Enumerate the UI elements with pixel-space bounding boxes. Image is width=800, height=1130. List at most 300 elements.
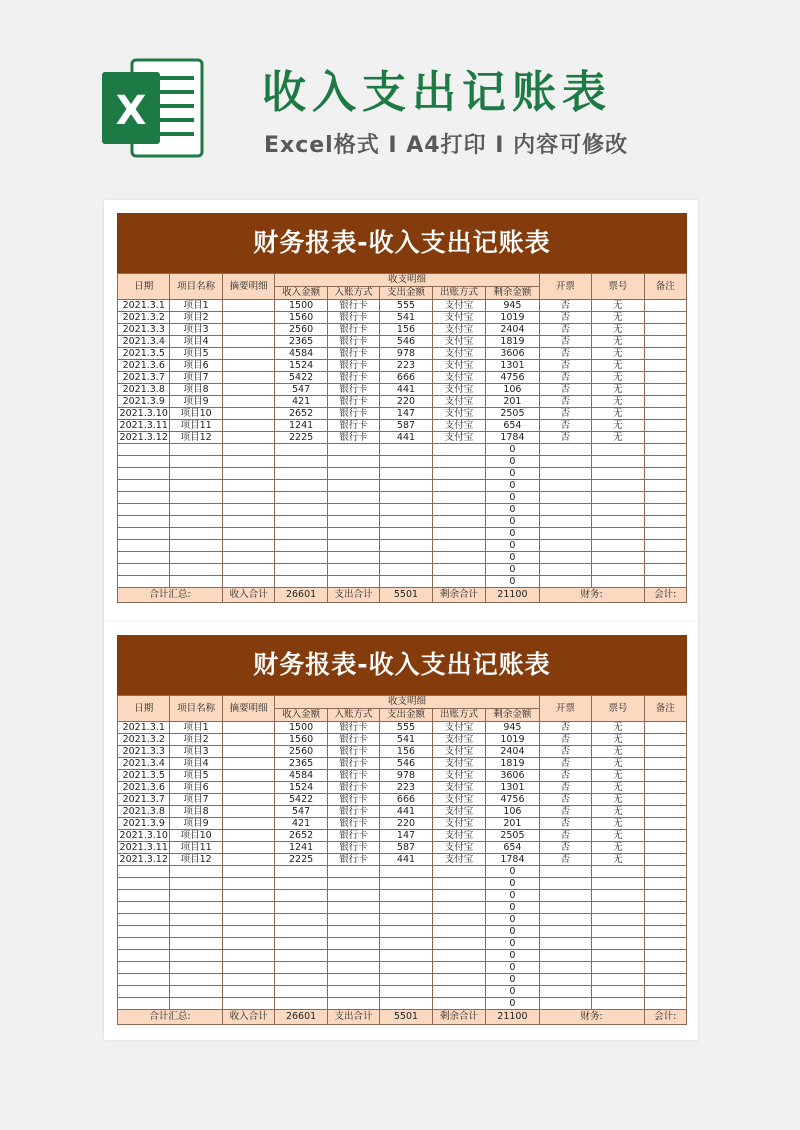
cell-ticket-no: [592, 540, 644, 552]
cell-ticket-no: 无: [592, 408, 644, 420]
cell-item-name: 项目1: [170, 300, 222, 312]
cell-invoice: 否: [539, 300, 591, 312]
cell-item-name: 项目11: [170, 420, 222, 432]
cell-balance: 2404: [486, 324, 539, 336]
cell-item-name: [170, 878, 222, 890]
cell-invoice: [539, 938, 591, 950]
cell-item-name: [170, 950, 222, 962]
cell-date: [118, 456, 170, 468]
table-row: [118, 300, 687, 312]
cell-income: 2365: [275, 758, 327, 770]
page-title: 收入支出记账表: [262, 67, 612, 118]
cell-remark: [644, 818, 686, 830]
cell-balance: 1819: [486, 758, 539, 770]
cell-balance: 0: [486, 444, 539, 456]
cell-summary: [222, 456, 274, 468]
cell-date: 2021.3.9: [118, 396, 170, 408]
cell-balance: 3606: [486, 348, 539, 360]
col-header-group: 收支明细: [275, 274, 539, 287]
table-row: [118, 734, 687, 746]
cell-date: [118, 564, 170, 576]
cell-summary: [222, 336, 274, 348]
cell-expense: [380, 444, 432, 456]
cell-balance: 1784: [486, 854, 539, 866]
cell-item-name: [170, 576, 222, 588]
cell-summary: [222, 794, 274, 806]
cell-expense-method: [432, 962, 485, 974]
cell-date: 2021.3.2: [118, 734, 170, 746]
cell-ticket-no: [592, 480, 644, 492]
cell-date: [118, 974, 170, 986]
expense-total-label: 支出合计: [327, 588, 379, 603]
cell-expense-method: 支付宝: [432, 360, 485, 372]
cell-balance: 2505: [486, 408, 539, 420]
cell-ticket-no: [592, 456, 644, 468]
cell-ticket-no: [592, 962, 644, 974]
cell-income: 2560: [275, 746, 327, 758]
table-row: [118, 480, 687, 492]
cell-invoice: [539, 504, 591, 516]
cell-expense: [380, 878, 432, 890]
cell-income-method: 银行卡: [327, 746, 379, 758]
cell-expense: [380, 576, 432, 588]
cell-income: 1241: [275, 842, 327, 854]
col-header-expense: 支出金额: [380, 709, 432, 722]
cell-income-method: [327, 456, 379, 468]
col-header-ticket-no: 票号: [592, 696, 644, 722]
cell-item-name: [170, 516, 222, 528]
cell-invoice: 否: [539, 746, 591, 758]
table-row: [118, 444, 687, 456]
cell-income: [275, 974, 327, 986]
cell-item-name: [170, 564, 222, 576]
cell-remark: [644, 926, 686, 938]
cell-income: [275, 504, 327, 516]
cell-expense: 555: [380, 300, 432, 312]
cell-remark: [644, 312, 686, 324]
cell-summary: [222, 504, 274, 516]
cell-summary: [222, 758, 274, 770]
cell-summary: [222, 444, 274, 456]
cell-income-method: [327, 926, 379, 938]
cell-income-method: 银行卡: [327, 722, 379, 734]
cell-date: 2021.3.4: [118, 336, 170, 348]
cell-date: [118, 890, 170, 902]
table-row: [118, 746, 687, 758]
cell-remark: [644, 468, 686, 480]
cell-invoice: 否: [539, 396, 591, 408]
cell-summary: [222, 300, 274, 312]
cell-income-method: 银行卡: [327, 420, 379, 432]
cell-ticket-no: [592, 926, 644, 938]
cell-date: [118, 576, 170, 588]
table-row: [118, 902, 687, 914]
cell-item-name: [170, 890, 222, 902]
cell-ticket-no: [592, 914, 644, 926]
cell-expense-method: [432, 468, 485, 480]
cell-invoice: [539, 468, 591, 480]
cell-income-method: [327, 962, 379, 974]
col-header-expense: 支出金额: [380, 287, 432, 300]
cell-remark: [644, 986, 686, 998]
table-row: [118, 926, 687, 938]
cell-ticket-no: [592, 552, 644, 564]
cell-expense-method: 支付宝: [432, 300, 485, 312]
cell-invoice: [539, 914, 591, 926]
cell-invoice: 否: [539, 348, 591, 360]
cell-income: 1524: [275, 782, 327, 794]
cell-date: 2021.3.11: [118, 842, 170, 854]
finance-label: 财务:: [539, 1010, 644, 1025]
cell-income-method: [327, 950, 379, 962]
cell-date: [118, 492, 170, 504]
cell-expense: 156: [380, 746, 432, 758]
cell-item-name: 项目2: [170, 734, 222, 746]
cell-balance: 0: [486, 914, 539, 926]
cell-summary: [222, 842, 274, 854]
cell-expense: [380, 986, 432, 998]
cell-remark: [644, 914, 686, 926]
cell-expense: 541: [380, 312, 432, 324]
cell-expense: 541: [380, 734, 432, 746]
cell-income: 2652: [275, 830, 327, 842]
cell-expense: [380, 902, 432, 914]
cell-income-method: [327, 866, 379, 878]
cell-income-method: 银行卡: [327, 396, 379, 408]
cell-remark: [644, 300, 686, 312]
cell-ticket-no: [592, 902, 644, 914]
page-subtitle: Excel格式 I A4打印 I 内容可修改: [264, 133, 629, 158]
table-row: [118, 468, 687, 480]
cell-expense-method: 支付宝: [432, 842, 485, 854]
cell-invoice: [539, 576, 591, 588]
table-row: [118, 372, 687, 384]
cell-income: [275, 986, 327, 998]
cell-invoice: [539, 902, 591, 914]
cell-item-name: 项目5: [170, 348, 222, 360]
cell-remark: [644, 902, 686, 914]
cell-ticket-no: 无: [592, 854, 644, 866]
cell-expense-method: 支付宝: [432, 830, 485, 842]
cell-income: [275, 480, 327, 492]
sheet-banner-title: 财务报表-收入支出记账表: [117, 213, 687, 273]
cell-balance: 0: [486, 564, 539, 576]
cell-item-name: 项目9: [170, 396, 222, 408]
cell-item-name: 项目11: [170, 842, 222, 854]
cell-balance: 1301: [486, 782, 539, 794]
cell-date: [118, 552, 170, 564]
cell-income: [275, 962, 327, 974]
cell-ticket-no: [592, 564, 644, 576]
cell-invoice: [539, 962, 591, 974]
cell-remark: [644, 324, 686, 336]
cell-balance: 0: [486, 950, 539, 962]
table-row: [118, 758, 687, 770]
cell-ticket-no: 无: [592, 818, 644, 830]
cell-balance: 0: [486, 456, 539, 468]
cell-income-method: [327, 468, 379, 480]
cell-remark: [644, 746, 686, 758]
cell-summary: [222, 986, 274, 998]
table-row: [118, 504, 687, 516]
table-row: [118, 420, 687, 432]
cell-expense: 156: [380, 324, 432, 336]
cell-item-name: 项目12: [170, 854, 222, 866]
cell-invoice: 否: [539, 360, 591, 372]
cell-balance: 201: [486, 396, 539, 408]
cell-expense: 441: [380, 854, 432, 866]
expense-total-label: 支出合计: [327, 1010, 379, 1025]
cell-date: 2021.3.11: [118, 420, 170, 432]
cell-balance: 0: [486, 504, 539, 516]
cell-date: [118, 962, 170, 974]
col-header-invoice: 开票: [539, 274, 591, 300]
cell-income: [275, 540, 327, 552]
cell-date: 2021.3.6: [118, 782, 170, 794]
cell-ticket-no: 无: [592, 782, 644, 794]
col-header-ticket-no: 票号: [592, 274, 644, 300]
cell-expense-method: 支付宝: [432, 336, 485, 348]
accountant-label: 会计:: [644, 1010, 686, 1025]
cell-date: [118, 986, 170, 998]
cell-income-method: [327, 998, 379, 1010]
cell-date: [118, 926, 170, 938]
cell-expense: 978: [380, 770, 432, 782]
cell-income: [275, 564, 327, 576]
cell-balance: 0: [486, 540, 539, 552]
cell-item-name: 项目6: [170, 360, 222, 372]
cell-summary: [222, 878, 274, 890]
col-header-income: 收入金额: [275, 709, 327, 722]
cell-expense-method: [432, 974, 485, 986]
cell-expense-method: [432, 576, 485, 588]
table-row: [118, 962, 687, 974]
cell-income-method: 银行卡: [327, 734, 379, 746]
cell-item-name: [170, 998, 222, 1010]
cell-income: [275, 866, 327, 878]
table-row: [118, 408, 687, 420]
cell-income-method: [327, 902, 379, 914]
cell-balance: 201: [486, 818, 539, 830]
cell-income: [275, 878, 327, 890]
col-header-summary: 摘要明细: [222, 696, 274, 722]
cell-date: 2021.3.10: [118, 408, 170, 420]
expense-total-value: 5501: [380, 1010, 432, 1025]
cell-income-method: 银行卡: [327, 818, 379, 830]
table-row: [118, 806, 687, 818]
cell-summary: [222, 540, 274, 552]
cell-ticket-no: [592, 878, 644, 890]
table-row: [118, 914, 687, 926]
cell-remark: [644, 758, 686, 770]
cell-expense: [380, 456, 432, 468]
cell-summary: [222, 854, 274, 866]
table-row: [118, 818, 687, 830]
cell-balance: 0: [486, 528, 539, 540]
cell-income: 4584: [275, 770, 327, 782]
cell-summary: [222, 914, 274, 926]
cell-summary: [222, 564, 274, 576]
cell-expense-method: 支付宝: [432, 794, 485, 806]
cell-expense-method: 支付宝: [432, 782, 485, 794]
cell-balance: 0: [486, 890, 539, 902]
cell-invoice: 否: [539, 384, 591, 396]
cell-expense-method: 支付宝: [432, 408, 485, 420]
cell-expense-method: 支付宝: [432, 312, 485, 324]
cell-remark: [644, 794, 686, 806]
cell-expense: 147: [380, 408, 432, 420]
cell-remark: [644, 348, 686, 360]
col-header-item-name: 项目名称: [170, 696, 222, 722]
cell-expense-method: [432, 504, 485, 516]
cell-balance: 0: [486, 866, 539, 878]
cell-income-method: [327, 914, 379, 926]
cell-income: 1241: [275, 420, 327, 432]
cell-income-method: 银行卡: [327, 312, 379, 324]
cell-invoice: [539, 516, 591, 528]
cell-balance: 0: [486, 902, 539, 914]
cell-balance: 1019: [486, 734, 539, 746]
cell-invoice: [539, 986, 591, 998]
cell-ticket-no: 无: [592, 396, 644, 408]
table-row: [118, 492, 687, 504]
cell-summary: [222, 950, 274, 962]
cell-item-name: [170, 528, 222, 540]
cell-summary: [222, 818, 274, 830]
cell-invoice: [539, 552, 591, 564]
table-row: [118, 950, 687, 962]
cell-invoice: 否: [539, 806, 591, 818]
cell-invoice: 否: [539, 336, 591, 348]
cell-expense-method: 支付宝: [432, 324, 485, 336]
cell-date: [118, 444, 170, 456]
cell-ticket-no: 无: [592, 360, 644, 372]
cell-invoice: 否: [539, 312, 591, 324]
cell-income: 5422: [275, 794, 327, 806]
balance-total-value: 21100: [486, 588, 539, 603]
cell-item-name: [170, 974, 222, 986]
cell-income: [275, 938, 327, 950]
cell-income: 2652: [275, 408, 327, 420]
cell-date: [118, 468, 170, 480]
cell-remark: [644, 432, 686, 444]
cell-date: [118, 866, 170, 878]
cell-ticket-no: [592, 998, 644, 1010]
cell-expense-method: [432, 480, 485, 492]
cell-expense: [380, 528, 432, 540]
cell-item-name: [170, 962, 222, 974]
cell-expense-method: [432, 890, 485, 902]
cell-balance: 4756: [486, 794, 539, 806]
cell-date: [118, 878, 170, 890]
cell-balance: 0: [486, 926, 539, 938]
table-row: [118, 878, 687, 890]
cell-income: [275, 576, 327, 588]
cell-summary: [222, 348, 274, 360]
cell-summary: [222, 396, 274, 408]
cell-expense-method: [432, 456, 485, 468]
balance-total-label: 剩余合计: [432, 588, 485, 603]
cell-expense: [380, 890, 432, 902]
cell-income: 547: [275, 384, 327, 396]
cell-income: 2225: [275, 432, 327, 444]
cell-item-name: [170, 902, 222, 914]
table-row: [118, 552, 687, 564]
table-row: [118, 516, 687, 528]
table-row: [118, 890, 687, 902]
cell-item-name: [170, 914, 222, 926]
cell-expense: 587: [380, 420, 432, 432]
cell-expense-method: 支付宝: [432, 372, 485, 384]
cell-income: [275, 998, 327, 1010]
cell-income-method: 银行卡: [327, 324, 379, 336]
cell-date: [118, 504, 170, 516]
cell-remark: [644, 360, 686, 372]
cell-expense: 587: [380, 842, 432, 854]
cell-expense-method: [432, 878, 485, 890]
cell-income-method: [327, 552, 379, 564]
cell-balance: 0: [486, 480, 539, 492]
cell-income: [275, 528, 327, 540]
cell-income-method: [327, 516, 379, 528]
table-row: [118, 986, 687, 998]
cell-ticket-no: [592, 986, 644, 998]
totals-label: 合计汇总:: [118, 588, 223, 603]
cell-invoice: 否: [539, 854, 591, 866]
cell-ticket-no: 无: [592, 746, 644, 758]
cell-remark: [644, 866, 686, 878]
cell-invoice: 否: [539, 818, 591, 830]
cell-remark: [644, 576, 686, 588]
cell-expense-method: 支付宝: [432, 746, 485, 758]
table-row: [118, 794, 687, 806]
table-row: [118, 998, 687, 1010]
excel-logo-icon: [98, 56, 206, 160]
cell-income-method: [327, 576, 379, 588]
cell-expense-method: [432, 938, 485, 950]
cell-invoice: 否: [539, 734, 591, 746]
totals-row: [118, 588, 687, 603]
cell-date: 2021.3.8: [118, 384, 170, 396]
cell-summary: [222, 782, 274, 794]
cell-expense-method: 支付宝: [432, 734, 485, 746]
cell-expense: [380, 950, 432, 962]
table-row: [118, 360, 687, 372]
cell-remark: [644, 540, 686, 552]
cell-invoice: [539, 926, 591, 938]
cell-item-name: 项目9: [170, 818, 222, 830]
cell-ticket-no: [592, 974, 644, 986]
table-row: [118, 722, 687, 734]
table-row: [118, 842, 687, 854]
cell-remark: [644, 722, 686, 734]
cell-income-method: [327, 938, 379, 950]
cell-ticket-no: 无: [592, 348, 644, 360]
cell-income-method: 银行卡: [327, 842, 379, 854]
cell-remark: [644, 806, 686, 818]
cell-invoice: 否: [539, 408, 591, 420]
cell-invoice: 否: [539, 722, 591, 734]
cell-summary: [222, 372, 274, 384]
cell-invoice: 否: [539, 432, 591, 444]
col-header-balance: 剩余金额: [486, 709, 539, 722]
cell-remark: [644, 938, 686, 950]
cell-ticket-no: [592, 866, 644, 878]
cell-date: 2021.3.3: [118, 746, 170, 758]
cell-income-method: [327, 492, 379, 504]
cell-summary: [222, 516, 274, 528]
cell-summary: [222, 480, 274, 492]
